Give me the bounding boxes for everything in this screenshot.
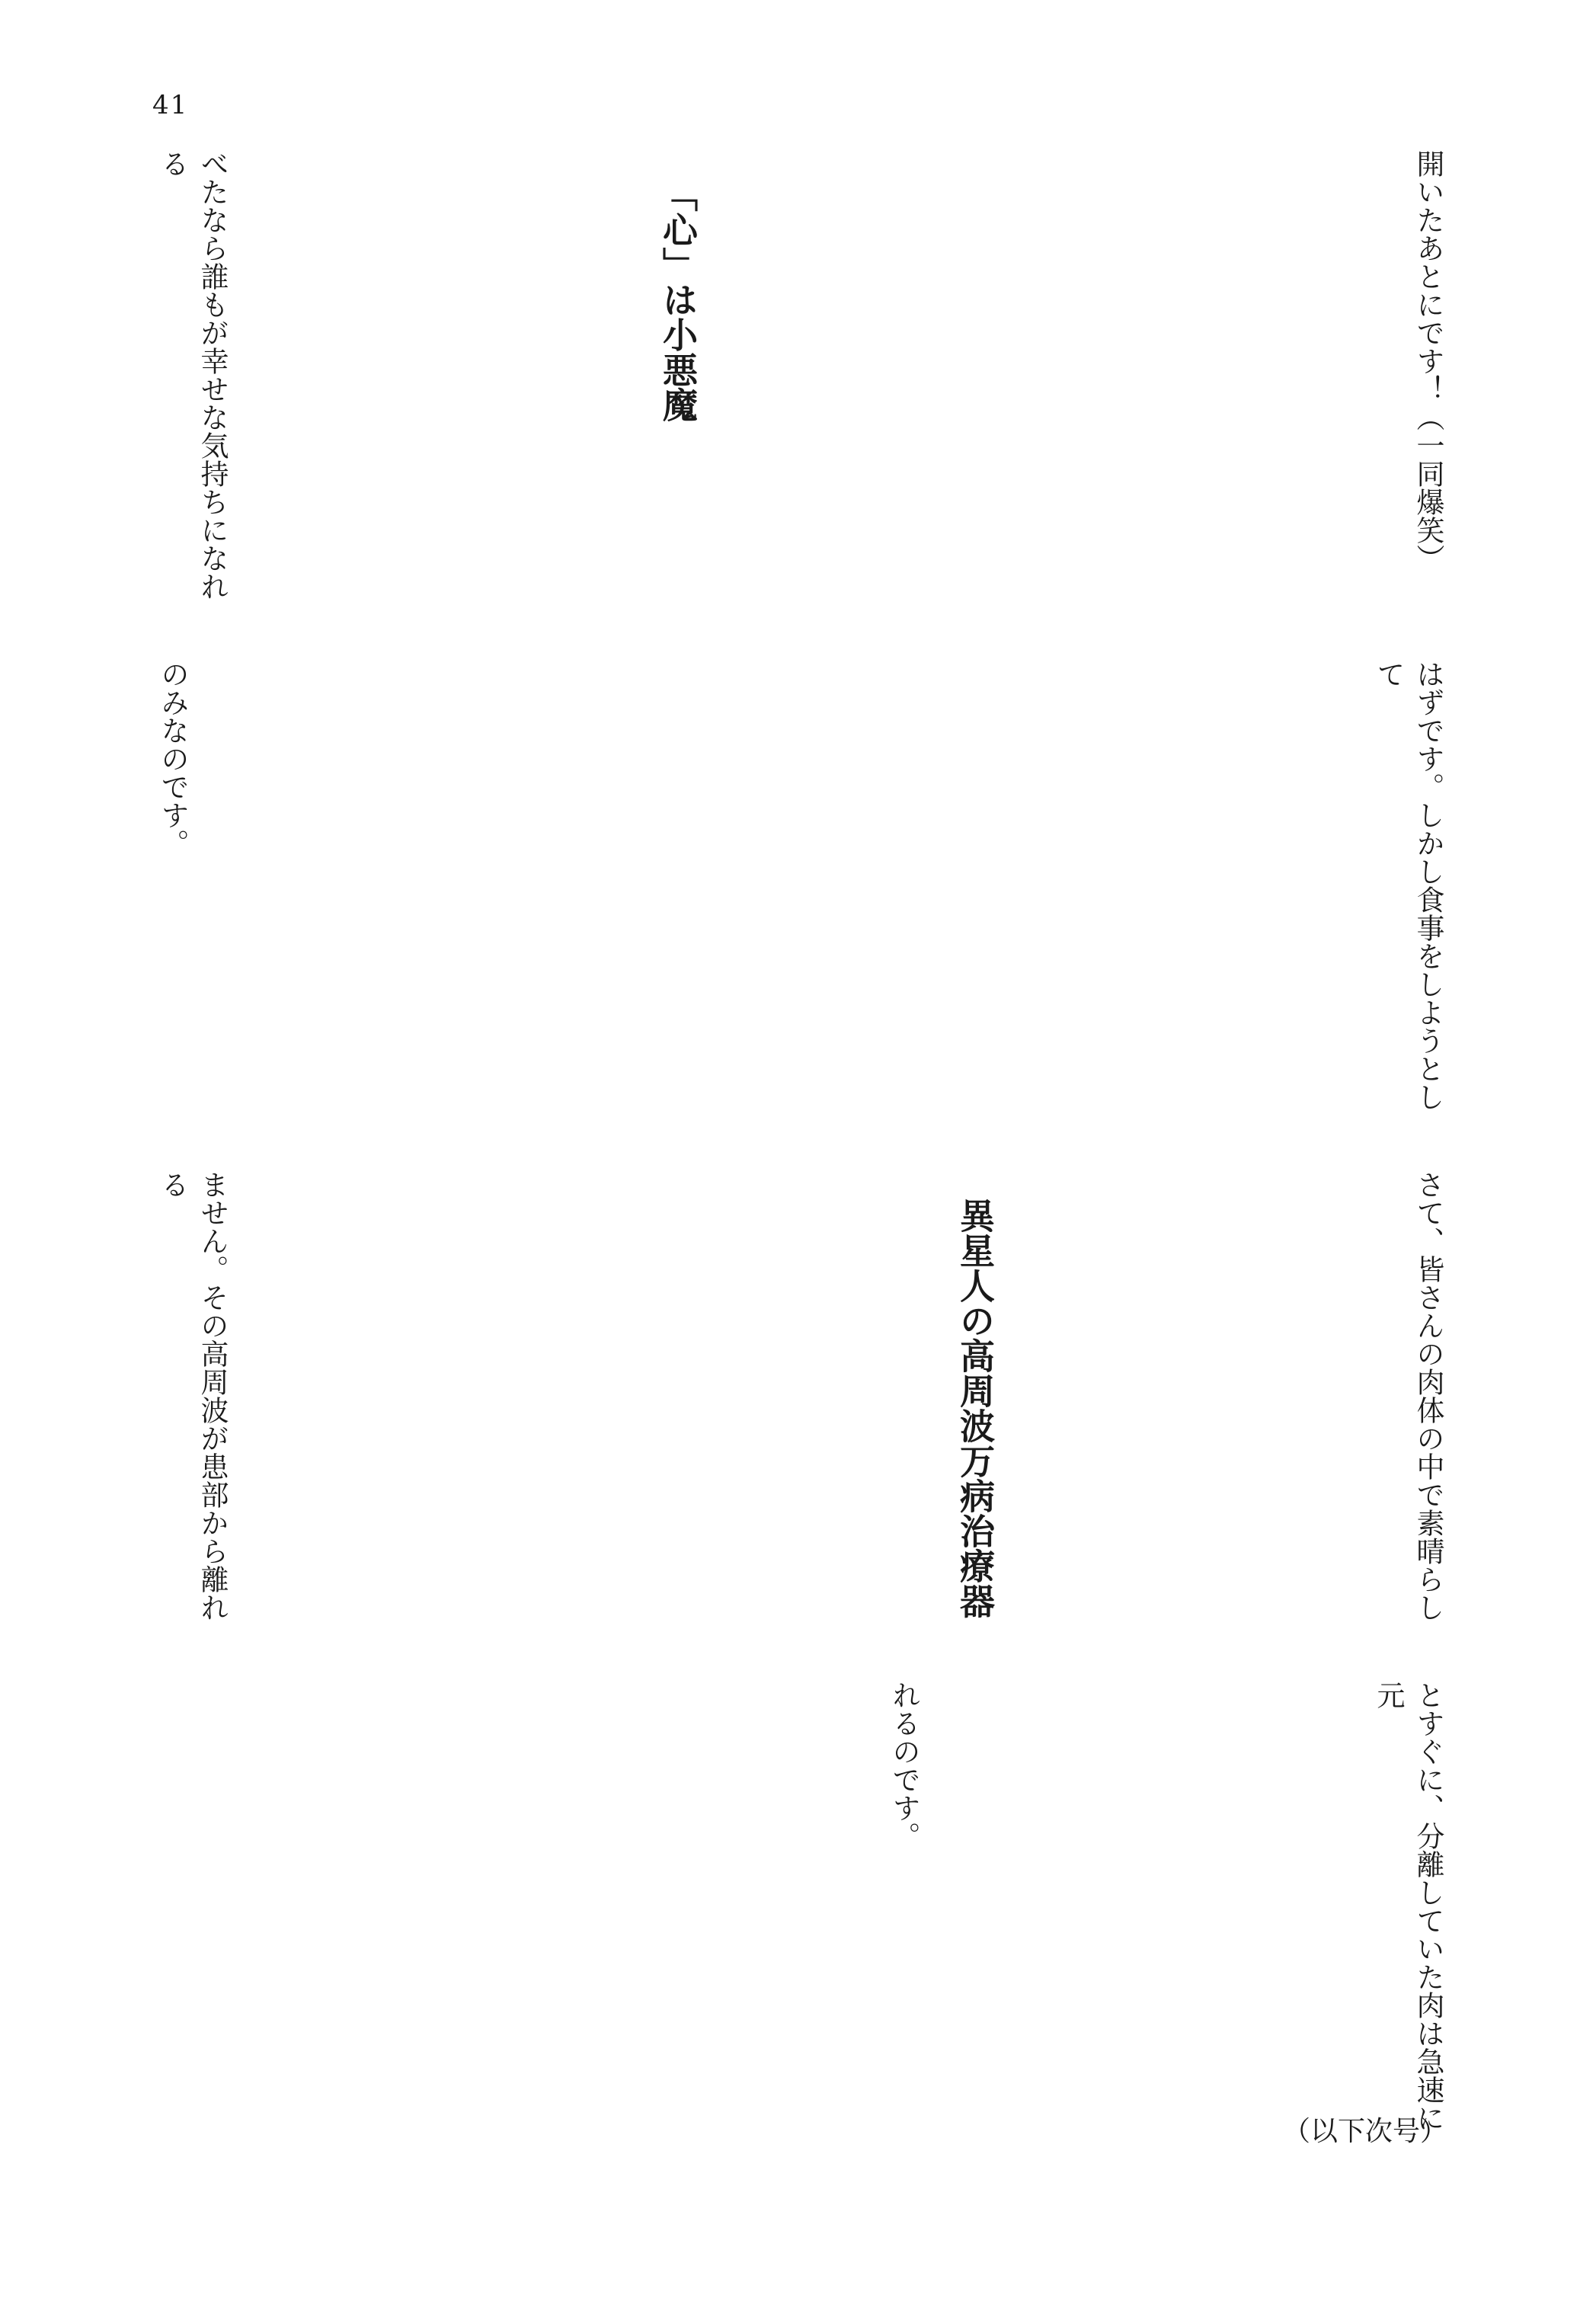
text-tier-2 bbox=[152, 660, 1447, 1131]
text-tier-4 bbox=[152, 1681, 1447, 2152]
tier-1-last-column: べたなら誰もが幸せな気持ちになれる bbox=[156, 149, 229, 600]
text-tier-1 bbox=[152, 149, 1447, 620]
tier-4-first-column: とすぐに、分離していた肉は急速に元 bbox=[1372, 1681, 1444, 2132]
tier-1-first-column: 開いたあとにです！（一同爆笑） bbox=[1412, 149, 1444, 572]
tier-3-first-column: さて、皆さんの肉体の中で素晴らし bbox=[1412, 1170, 1444, 1621]
tier-3-last-column: ません。その高周波が患部から離れる bbox=[156, 1170, 229, 1621]
tier-4-last-column: れるのです。 bbox=[888, 1681, 920, 1850]
section-heading-kokoro: 「心」は小悪魔 bbox=[657, 177, 699, 422]
tier-2-last-column: のみなのです。 bbox=[156, 660, 189, 857]
section-heading-healing-device: 異星人の高周波万病治療器 bbox=[955, 1198, 996, 1618]
page-number: 41 bbox=[152, 90, 189, 120]
text-tier-3 bbox=[152, 1170, 1447, 1641]
tier-2-first-column: はずです。しかし食事をしようとして bbox=[1372, 660, 1444, 1111]
continuation-note: （以下次号） bbox=[1282, 2116, 1447, 2147]
